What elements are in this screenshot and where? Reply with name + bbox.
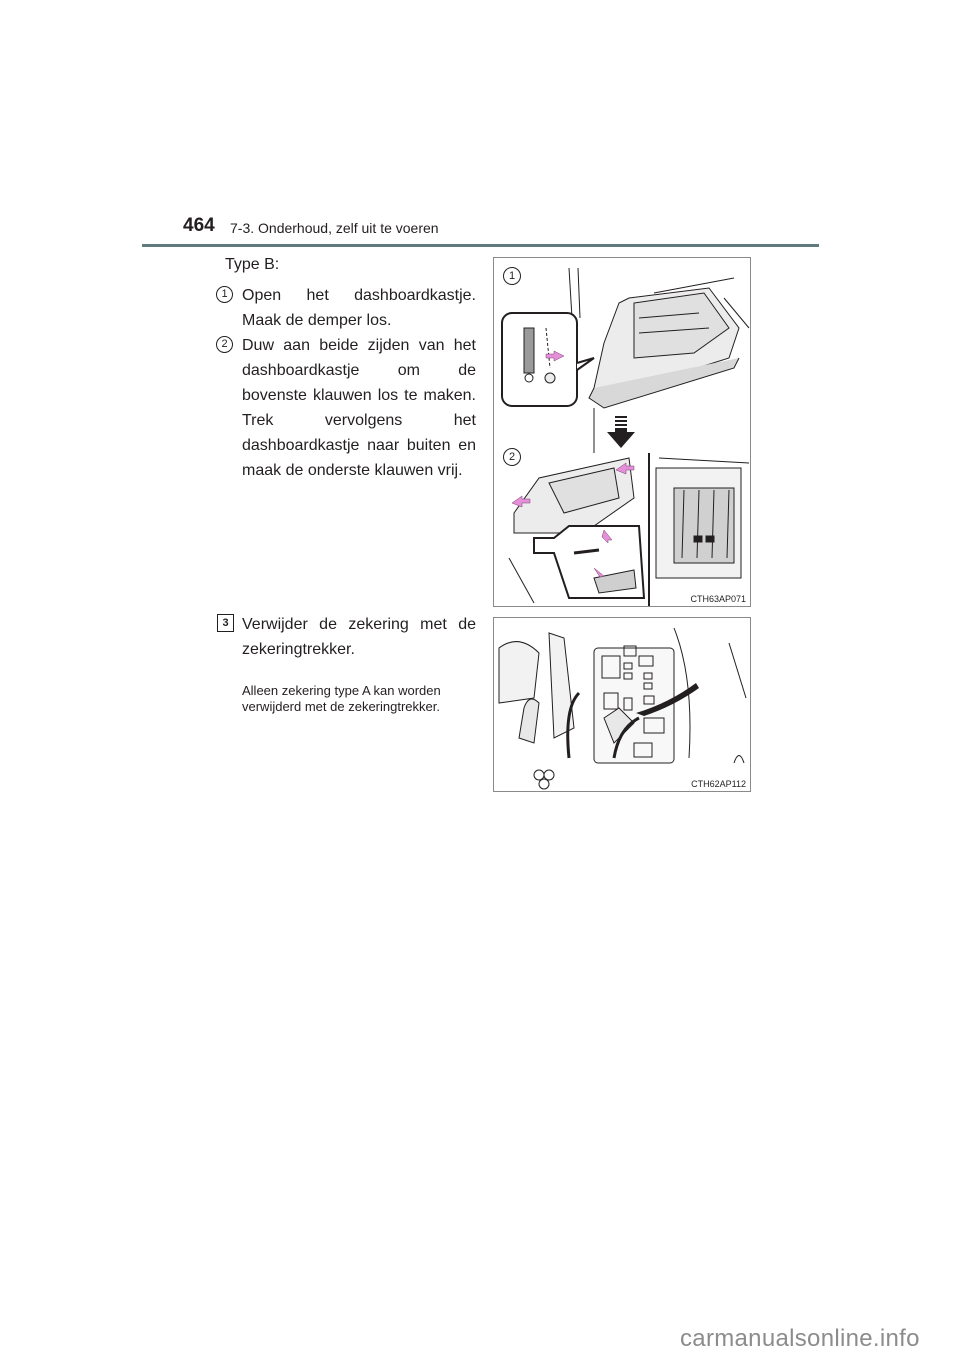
figure-label-1: 1 (503, 267, 521, 285)
step-text-3: Verwijder de zekering met de zekeringtrekker. (242, 616, 476, 658)
header-rule (142, 244, 819, 247)
step-marker-1: 1 (216, 286, 233, 303)
figure-glovebox-removal (493, 257, 751, 607)
step-text-2: Duw aan beide zijden van het dashboardkastje om de bovenste klauwen los te maken. Trek vervolgens het dashboardkastje naar buiten en maak de onderste klauwen vrij. (242, 337, 476, 479)
figure-code: CTH63AP071 (690, 594, 746, 604)
step-marker-3: 3 (217, 614, 234, 632)
step-3 (242, 612, 476, 662)
watermark: carmanualsonline.info (680, 1325, 920, 1352)
next-step-arrow-icon (607, 416, 635, 448)
figure-fuse-box (493, 617, 751, 792)
page-number: 464 (183, 215, 215, 236)
step-2 (221, 333, 476, 483)
step-3-note: Alleen zekering type A kan worden verwijderd met de zekeringtrekker. (242, 683, 441, 714)
fuse-box-illustration (494, 618, 750, 791)
glovebox-illustration (494, 258, 750, 606)
section-title: 7-3. Onderhoud, zelf uit te voeren (230, 220, 439, 236)
step-1 (221, 283, 476, 333)
figure-label-2: 2 (503, 448, 521, 466)
step-marker-2: 2 (216, 336, 233, 353)
figure-code: CTH62AP112 (691, 779, 746, 789)
type-label: Type B: (225, 256, 280, 273)
step-text-1: Open het dashboardkastje. Maak de demper los. (242, 287, 476, 329)
